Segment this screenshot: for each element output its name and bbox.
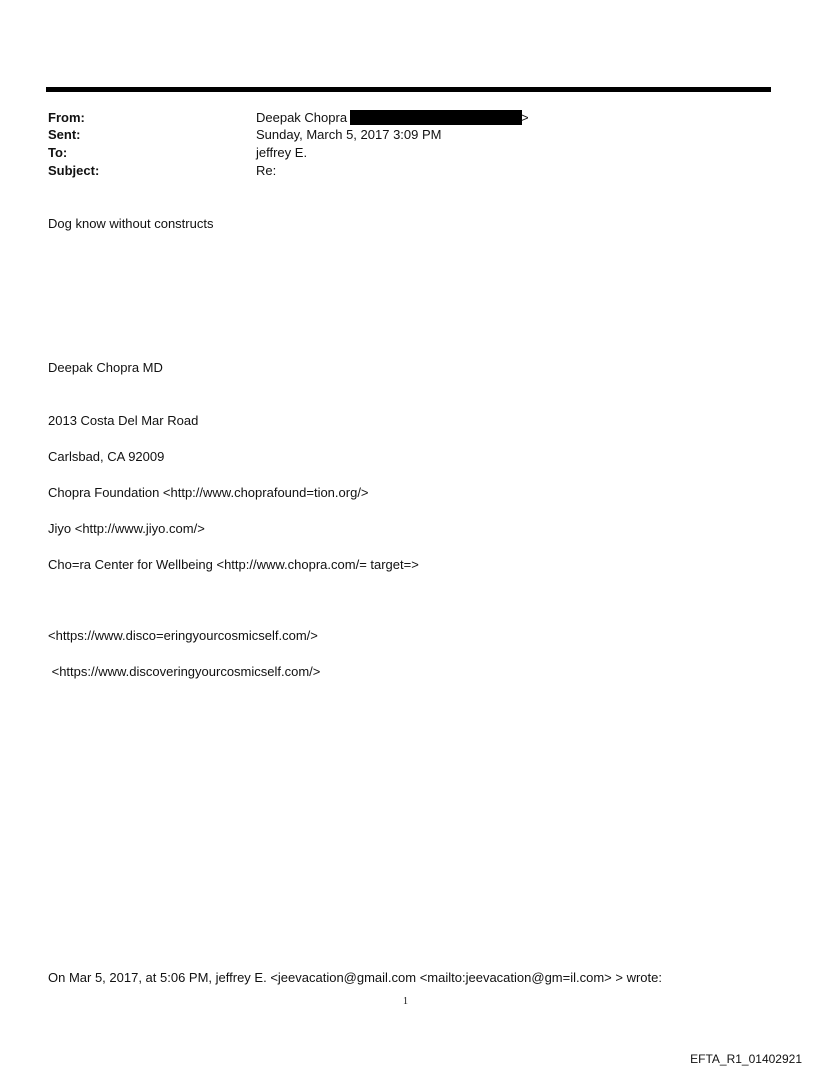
wellbeing-center-link[interactable]: Cho=ra Center for Wellbeing <http://www.chopra.com/= target=> <box>48 557 419 572</box>
foundation-link[interactable]: Chopra Foundation <http://www.choprafound=tion.org/> <box>48 485 369 500</box>
cosmic-self-link-2[interactable]: <https://www.discoveringyourcosmicself.com/> <box>48 664 321 679</box>
message-text: Dog know without constructs <box>48 216 214 231</box>
redaction-bar <box>350 110 522 125</box>
page-number: 1 <box>403 996 408 1007</box>
address-line-1: 2013 Costa Del Mar Road <box>48 413 199 428</box>
sent-value: Sunday, March 5, 2017 3:09 PM <box>256 127 442 142</box>
subject-label: Subject: <box>48 163 100 178</box>
jiyo-link[interactable]: Jiyo <http://www.jiyo.com/> <box>48 521 205 536</box>
from-value: Deepak Chopra <box>256 110 348 125</box>
subject-value: Re: <box>256 163 277 178</box>
document-id: EFTA_R1_01402921 <box>690 1052 802 1066</box>
to-value: jeffrey E. <box>256 145 308 160</box>
address-line-2: Carlsbad, CA 92009 <box>48 449 165 464</box>
sent-label: Sent: <box>48 127 81 142</box>
signature-name: Deepak Chopra MD <box>48 360 163 375</box>
cosmic-self-link-1[interactable]: <https://www.disco=eringyourcosmicself.com/> <box>48 628 318 643</box>
from-tail: > <box>521 110 529 125</box>
from-label: From: <box>48 110 85 125</box>
to-label: To: <box>48 145 68 160</box>
header-rule <box>46 87 771 92</box>
quoted-reply-line: On Mar 5, 2017, at 5:06 PM, jeffrey E. <jeevacation@gmail.com <mailto:jeevacation@gm=il.com> > wrote: <box>48 970 662 985</box>
